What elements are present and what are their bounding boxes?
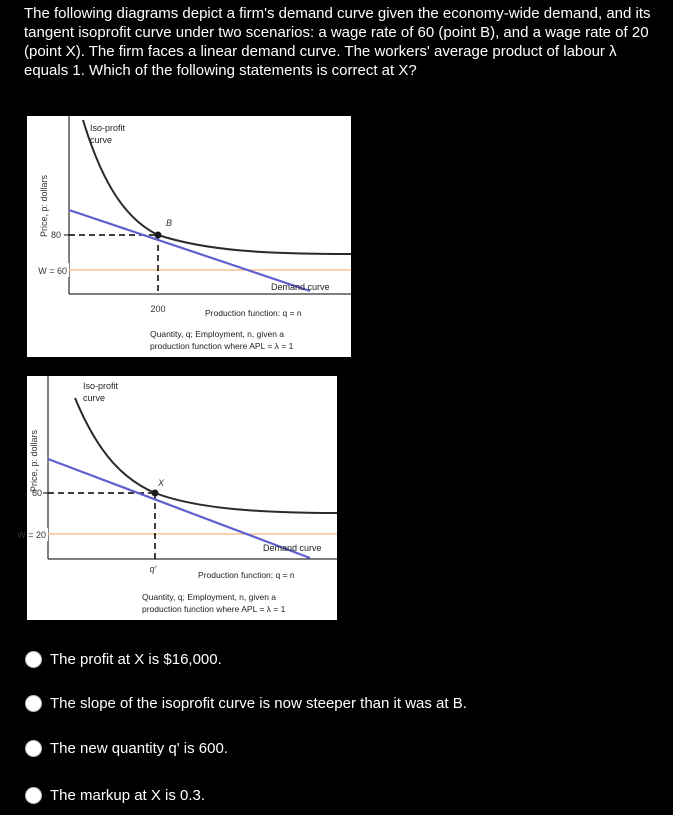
production-function-label: Production function: q = n xyxy=(198,570,295,580)
answer-option-4[interactable] xyxy=(25,787,205,804)
production-function-label: Production function: q = n xyxy=(205,308,302,318)
isoprofit-label-line1: Iso-profit xyxy=(83,381,119,391)
isoprofit-label-line2: curve xyxy=(90,135,113,145)
point-label: X xyxy=(158,478,165,488)
wage-label: W = 20 xyxy=(17,530,46,540)
tangency-point xyxy=(155,232,162,239)
answer-option-label[interactable]: The markup at X is 0.3. xyxy=(50,787,206,804)
radio-button[interactable] xyxy=(25,787,42,804)
radio-button[interactable] xyxy=(25,740,42,757)
answer-option-3[interactable] xyxy=(25,740,228,757)
answer-option-label[interactable]: The profit at X is $16,000. xyxy=(50,651,222,668)
x-axis-label-line1: Quantity, q; Employment, n, given a xyxy=(142,592,277,602)
radio-button[interactable] xyxy=(25,695,42,712)
demand-curve-label: Demand curve xyxy=(263,543,322,553)
x-axis-label-line2: production function where APL = λ = 1 xyxy=(150,341,294,351)
x-axis-label-line2: production function where APL = λ = 1 xyxy=(142,604,286,614)
isoprofit-curve xyxy=(83,120,351,254)
question-text: The following diagrams depict a firm's demand curve given the economy-wide demand, and its tangent isoprofit curve under two scenarios: a wage rate of 60 (point B), and a wage rate of 20 (point X). The firm faces a linear demand curve. The workers' average product of labour λ equals 1. Which of the following statements is correct at X? xyxy=(24,5,651,79)
wage-label: W = 60 xyxy=(38,266,67,276)
diagram-wage-60 xyxy=(27,116,351,357)
answer-option-2[interactable] xyxy=(25,695,467,712)
diagram-wage-20 xyxy=(17,376,337,620)
y-axis-label: Price, p: dollars xyxy=(39,174,49,238)
isoprofit-curve xyxy=(75,398,337,513)
answer-option-label[interactable]: The slope of the isoprofit curve is now steeper than it was at B. xyxy=(50,695,467,712)
quantity-tick-label: 200 xyxy=(150,304,166,314)
radio-button[interactable] xyxy=(25,651,42,668)
quantity-tick-label: q' xyxy=(149,564,157,574)
price-tick-label: 80 xyxy=(50,230,61,240)
isoprofit-label-line2: curve xyxy=(83,393,106,403)
point-label: B xyxy=(166,218,173,228)
answer-option-label[interactable]: The new quantity q' is 600. xyxy=(50,740,228,757)
diagram-wage-60-svg xyxy=(27,116,351,357)
x-axis-label-line1: Quantity, q; Employment, n, given a xyxy=(150,329,285,339)
price-tick-label: 60 xyxy=(31,488,42,498)
diagram-wage-20-svg xyxy=(17,376,337,620)
y-axis-label: Price, p: dollars xyxy=(29,429,39,493)
demand-curve xyxy=(69,210,310,291)
answer-option-1[interactable] xyxy=(25,651,222,668)
isoprofit-label-line1: Iso-profit xyxy=(90,123,126,133)
demand-curve-label: Demand curve xyxy=(271,282,330,292)
tangency-point xyxy=(152,490,159,497)
